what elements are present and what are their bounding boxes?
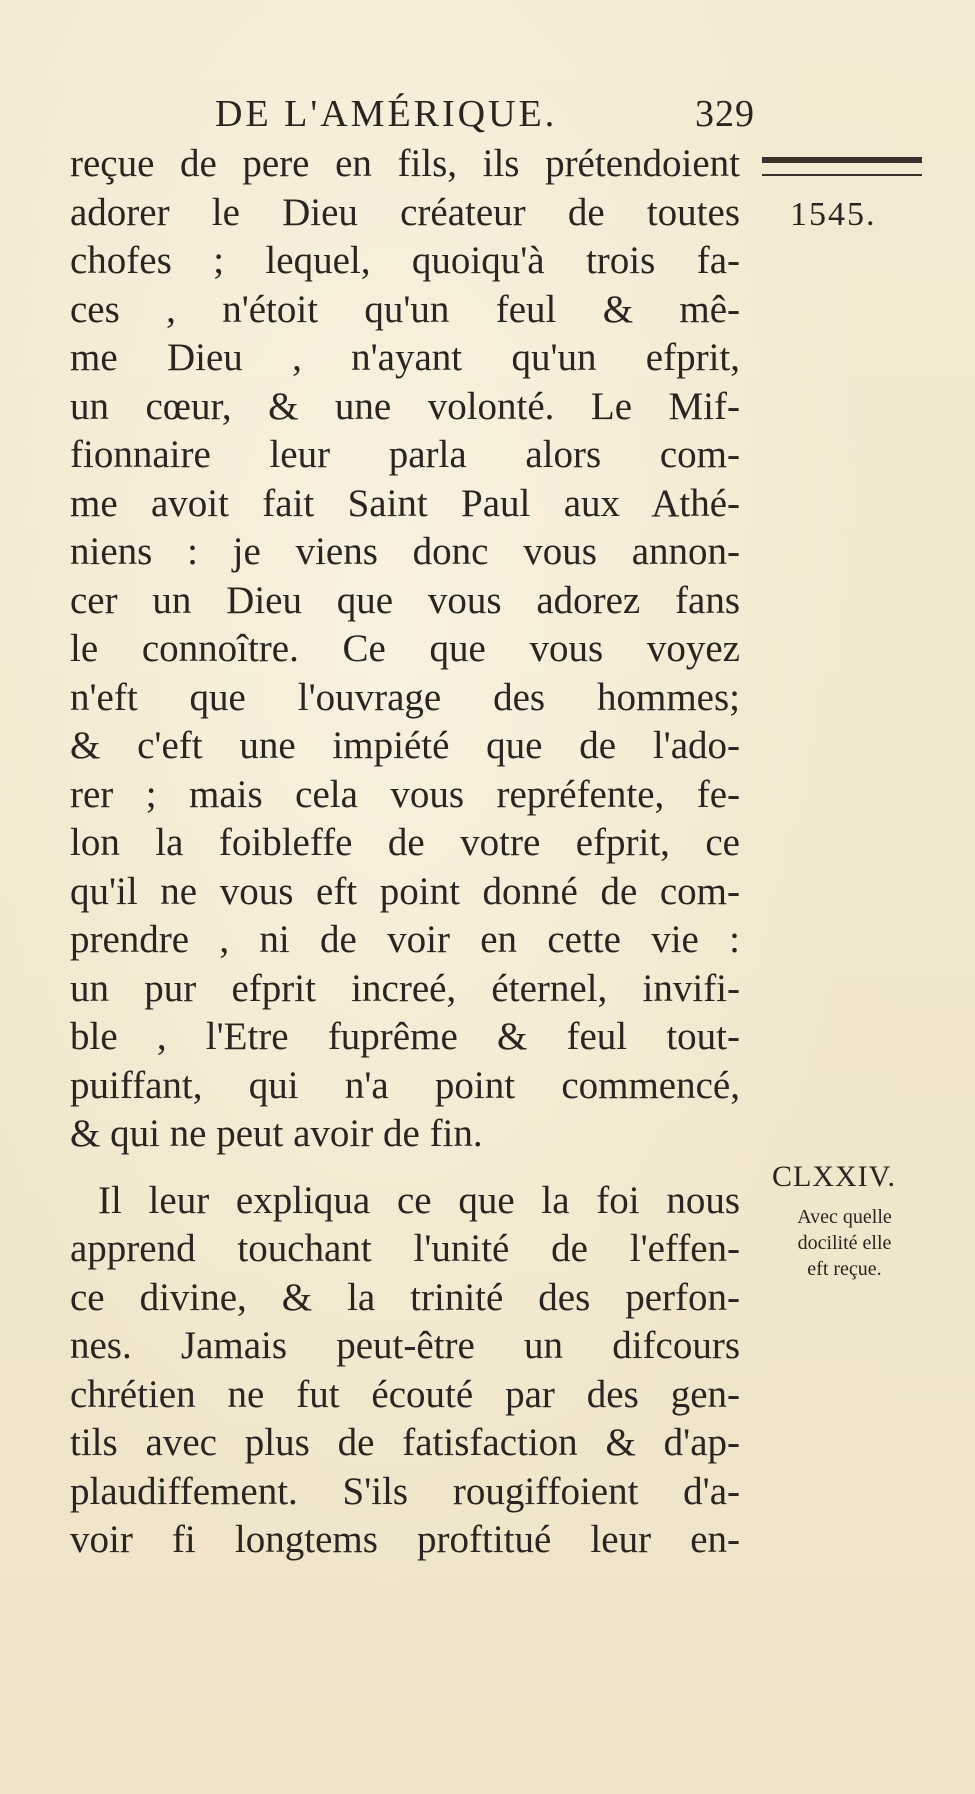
text-line: ble , l'Etre fuprême & feul tout- <box>70 1015 740 1058</box>
text-line: & qui ne peut avoir de fin. <box>70 1112 483 1155</box>
text-line: & c'eft une impiété que de l'ado- <box>70 724 740 767</box>
margin-note-line: docilité elle <box>797 1232 892 1254</box>
text-line: prendre , ni de voir en cette vie : <box>70 918 740 961</box>
body-text <box>70 140 740 1565</box>
text-line: reçue de pere en fils, ils prétendoient <box>70 142 740 185</box>
text-line: un cœur, & une volonté. Le Mif- <box>70 384 740 428</box>
margin-rule-thick <box>762 157 922 163</box>
text-line: puiffant, qui n'a point commencé, <box>70 1063 740 1107</box>
text-line: chrétien ne fut écouté par des gen- <box>70 1372 740 1416</box>
text-line: adorer le Dieu créateur de toutes <box>70 190 740 234</box>
text-line: le connoître. Ce que vous voyez <box>70 627 740 670</box>
margin-section-number: CLXXIV. <box>772 1160 896 1193</box>
running-head-title: DE L'AMÉRIQUE. <box>215 93 558 135</box>
text-line: chofes ; lequel, quoiqu'à trois fa- <box>70 239 740 282</box>
page-number: 329 <box>695 93 755 135</box>
text-line: niens : je viens donc vous annon- <box>70 530 740 573</box>
text-line: me avoit fait Saint Paul aux Athé- <box>70 481 740 525</box>
margin-rule-thin <box>762 174 922 176</box>
margin-year: 1545. <box>790 196 877 233</box>
text-line: un pur efprit increé, éternel, invifi- <box>70 966 740 1010</box>
paragraph-start-line: Il leur expliqua ce que la foi nous <box>98 1178 740 1222</box>
text-line: tils avec plus de fatisfaction & d'ap- <box>70 1421 740 1464</box>
text-line: ces , n'étoit qu'un feul & mê- <box>70 287 740 331</box>
text-line: nes. Jamais peut-être un difcours <box>70 1324 740 1367</box>
text-line: n'eft que l'ouvrage des hommes; <box>70 675 740 719</box>
text-line: cer un Dieu que vous adorez fans <box>70 578 740 622</box>
text-line: voir fi longtems proftitué leur en- <box>70 1518 740 1561</box>
text-line: me Dieu , n'ayant qu'un efprit, <box>70 336 740 379</box>
margin-note-line: eft reçue. <box>807 1258 882 1280</box>
text-line: fionnaire leur parla alors com- <box>70 433 740 476</box>
margin-note <box>752 1204 937 1282</box>
text-line: lon la foibleffe de votre efprit, ce <box>70 821 740 864</box>
text-line: apprend touchant l'unité de l'effen- <box>70 1227 740 1270</box>
text-line: ce divine, & la trinité des perfon- <box>70 1275 740 1319</box>
text-line: rer ; mais cela vous repréfente, fe- <box>70 772 740 816</box>
running-head <box>215 92 755 136</box>
margin-note-line: Avec quelle <box>797 1206 892 1228</box>
text-line: plaudiffement. S'ils rougiffoient d'a- <box>70 1469 740 1513</box>
text-line: qu'il ne vous eft point donné de com- <box>70 869 740 913</box>
